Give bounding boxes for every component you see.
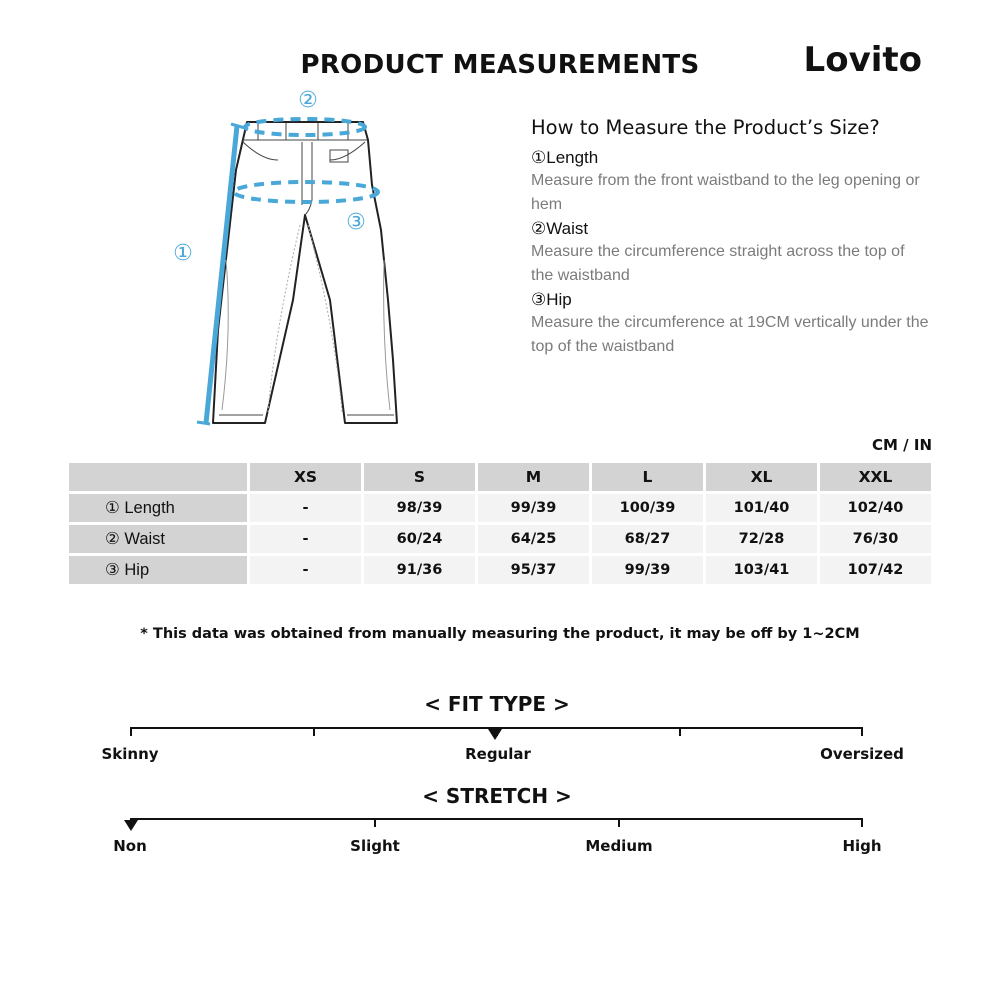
table-cell: 101/40 bbox=[706, 494, 817, 522]
table-cell: 76/30 bbox=[820, 525, 931, 553]
stretch-label: Non bbox=[113, 837, 147, 855]
fit-type-tick bbox=[313, 727, 315, 736]
measure-item-description: Measure the circumference at 19CM vertically under the top of the waistband bbox=[531, 314, 929, 355]
measure-item-length bbox=[531, 147, 931, 217]
table-cell: 99/39 bbox=[478, 494, 589, 522]
table-cell: 102/40 bbox=[820, 494, 931, 522]
measure-item-heading: ①Length bbox=[531, 148, 599, 167]
size-column-header: L bbox=[592, 463, 703, 491]
stretch-tick bbox=[861, 818, 863, 827]
fit-type-label: Oversized bbox=[820, 745, 904, 763]
how-to-measure-title: How to Measure the Product’s Size? bbox=[531, 116, 880, 139]
size-chart-table bbox=[66, 460, 934, 587]
table-cell: - bbox=[250, 556, 361, 584]
table-row bbox=[69, 556, 931, 584]
stretch-label: High bbox=[842, 837, 882, 855]
size-column-header: XS bbox=[250, 463, 361, 491]
waist-marker-label: ② bbox=[298, 88, 318, 113]
measurement-disclaimer: * This data was obtained from manually measuring the product, it may be off by 1~2CM bbox=[140, 626, 860, 642]
brand-logo: Lovito bbox=[803, 40, 922, 80]
stretch-selected-marker-icon bbox=[124, 820, 138, 831]
stretch-label: Medium bbox=[585, 837, 653, 855]
fit-type-tick bbox=[861, 727, 863, 736]
table-cell: 107/42 bbox=[820, 556, 931, 584]
table-cell: 60/24 bbox=[364, 525, 475, 553]
table-cell: 100/39 bbox=[592, 494, 703, 522]
table-cell: 99/39 bbox=[592, 556, 703, 584]
how-to-measure-section bbox=[531, 116, 931, 360]
pants-measurement-diagram bbox=[170, 85, 430, 430]
table-cell: 103/41 bbox=[706, 556, 817, 584]
row-label: ② Waist bbox=[69, 525, 247, 553]
row-label: ① Length bbox=[69, 494, 247, 522]
table-cell: 68/27 bbox=[592, 525, 703, 553]
table-cell: - bbox=[250, 494, 361, 522]
fit-type-label: Skinny bbox=[101, 745, 159, 763]
page-title: PRODUCT MEASUREMENTS bbox=[300, 50, 700, 80]
measure-item-heading: ③Hip bbox=[531, 290, 572, 309]
table-cell: 64/25 bbox=[478, 525, 589, 553]
fit-type-tick bbox=[679, 727, 681, 736]
size-column-header: S bbox=[364, 463, 475, 491]
measure-item-description: Measure the circumference straight across the top of the waistband bbox=[531, 243, 905, 284]
stretch-label: Slight bbox=[350, 837, 400, 855]
row-label: ③ Hip bbox=[69, 556, 247, 584]
table-cell: - bbox=[250, 525, 361, 553]
fit-type-selected-marker-icon bbox=[488, 729, 502, 740]
stretch-scale-line bbox=[130, 818, 863, 820]
unit-label: CM / IN bbox=[872, 436, 932, 454]
stretch-title: < STRETCH > bbox=[422, 784, 572, 808]
table-cell: 72/28 bbox=[706, 525, 817, 553]
length-marker-label: ① bbox=[173, 241, 193, 266]
table-cell: 95/37 bbox=[478, 556, 589, 584]
table-cell: 91/36 bbox=[364, 556, 475, 584]
table-header-row bbox=[69, 463, 931, 491]
table-cell: 98/39 bbox=[364, 494, 475, 522]
size-column-header: XXL bbox=[820, 463, 931, 491]
measure-item-description: Measure from the front waistband to the leg opening or hem bbox=[531, 172, 920, 213]
stretch-tick bbox=[374, 818, 376, 827]
fit-type-label: Regular bbox=[465, 745, 531, 763]
stretch-tick bbox=[618, 818, 620, 827]
fit-type-tick bbox=[130, 727, 132, 736]
table-corner-cell bbox=[69, 463, 247, 491]
table-row bbox=[69, 494, 931, 522]
hip-marker-label: ③ bbox=[346, 210, 366, 235]
measure-item-heading: ②Waist bbox=[531, 219, 589, 238]
measure-item-waist bbox=[531, 218, 931, 288]
size-column-header: M bbox=[478, 463, 589, 491]
size-column-header: XL bbox=[706, 463, 817, 491]
table-row bbox=[69, 525, 931, 553]
measure-item-hip bbox=[531, 289, 931, 359]
fit-type-title: < FIT TYPE > bbox=[424, 692, 570, 716]
